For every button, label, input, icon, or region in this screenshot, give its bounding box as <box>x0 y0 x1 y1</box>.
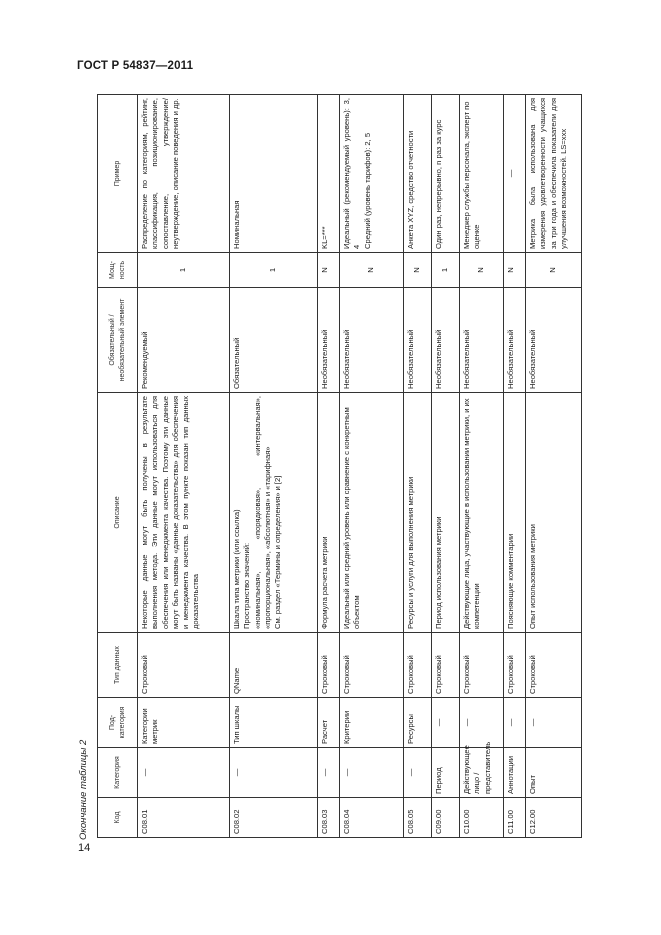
cell-subcategory: — <box>504 698 526 748</box>
table-row <box>318 95 340 838</box>
cell-data-type: Строковый <box>504 633 526 698</box>
example-line: Идеальный (рекомендуемый уровень): 3, 4 <box>342 98 362 249</box>
cell-example: KL=*** <box>318 95 340 253</box>
table-row <box>460 95 504 838</box>
cell-description: Опыт использования метрики <box>526 393 582 633</box>
metrics-table <box>97 94 582 838</box>
cell-category: — <box>230 748 318 798</box>
cell-category: Аннотации <box>504 748 526 798</box>
document-header: ГОСТ Р 54837—2011 <box>77 60 194 72</box>
col-header-example: Пример <box>98 95 138 253</box>
col-header-code: Код <box>98 798 138 838</box>
cell-code: С08.04 <box>340 798 404 838</box>
cell-mandatory: Рекомендуемый <box>138 288 230 393</box>
col-header-mandatory: Обязательный / необязательный элемент <box>98 288 138 393</box>
cell-description: Действующие лица, участвующие в использовании метрики, и их компетенции <box>460 393 504 633</box>
col-header-description: Описание <box>98 393 138 633</box>
cell-power: N <box>404 253 432 288</box>
cell-example <box>340 95 404 253</box>
rotated-table-container <box>97 95 581 838</box>
cell-category: Период <box>432 748 460 798</box>
table-row <box>230 95 318 838</box>
description-line: Шкала типа метрики (или ссылка) <box>232 509 241 629</box>
example-line: Средний (уровень тарифов): 2, 5 <box>362 132 372 249</box>
cell-data-type: Строковый <box>432 633 460 698</box>
cell-mandatory: Необязательный <box>318 288 340 393</box>
cell-mandatory: Необязательный <box>404 288 432 393</box>
cell-mandatory: Необязательный <box>460 288 504 393</box>
cell-mandatory: Необязательный <box>432 288 460 393</box>
cell-power: 1 <box>230 253 318 288</box>
cell-category: Опыт <box>526 748 582 798</box>
cell-subcategory: — <box>526 698 582 748</box>
table-row <box>526 95 582 838</box>
cell-example: Распределение по категориям, рейтинг, классификация, позиционирование, сопоставление, утверждение/неутверждение, описание поведения и др. <box>138 95 230 253</box>
cell-category: — <box>404 748 432 798</box>
cell-code: С08.02 <box>230 798 318 838</box>
cell-description: Идеальный или средний уровень или сравнение с конкретным объектом <box>340 393 404 633</box>
cell-code: С08.01 <box>138 798 230 838</box>
cell-data-type: Строковый <box>340 633 404 698</box>
cell-power: N <box>318 253 340 288</box>
table-row <box>404 95 432 838</box>
table-header-row <box>98 95 138 838</box>
description-line: «номинальная», «порядковая», «интервальная», «пропорциональная», «абсолютная» и «тарифная» <box>252 396 272 629</box>
cell-code: С11.00 <box>504 798 526 838</box>
col-header-power: Мощ-ность <box>98 253 138 288</box>
cell-code: С09.00 <box>432 798 460 838</box>
cell-power: N <box>504 253 526 288</box>
description-line: См. раздел «Термины и определения» и [2] <box>273 475 282 629</box>
cell-subcategory: — <box>460 698 504 748</box>
cell-data-type: Строковый <box>138 633 230 698</box>
cell-data-type: Строковый <box>526 633 582 698</box>
description-line: Пространство значений: <box>242 542 252 629</box>
cell-description: Ресурсы и услуги для выполнения метрики <box>404 393 432 633</box>
table-row <box>504 95 526 838</box>
cell-data-type: QName <box>230 633 318 698</box>
cell-subcategory: Расчет <box>318 698 340 748</box>
cell-mandatory: Необязательный <box>340 288 404 393</box>
cell-code: С12.00 <box>526 798 582 838</box>
cell-subcategory: Категории метрик <box>138 698 230 748</box>
col-header-data-type: Тип данных <box>98 633 138 698</box>
cell-power: N <box>460 253 504 288</box>
cell-power: 1 <box>432 253 460 288</box>
cell-subcategory: Тип шкалы <box>230 698 318 748</box>
cell-data-type: Строковый <box>318 633 340 698</box>
cell-power: 1 <box>138 253 230 288</box>
cell-code: С08.05 <box>404 798 432 838</box>
col-header-category: Категория <box>98 748 138 798</box>
cell-power: N <box>340 253 404 288</box>
table-row <box>138 95 230 838</box>
cell-description <box>230 393 318 633</box>
cell-category: — <box>318 748 340 798</box>
cell-code: С10.00 <box>460 798 504 838</box>
cell-description: Период использования метрики <box>432 393 460 633</box>
cell-subcategory: Ресурсы <box>404 698 432 748</box>
col-header-subcategory: Под-категория <box>98 698 138 748</box>
cell-power: N <box>526 253 582 288</box>
cell-example: Номинальная <box>230 95 318 253</box>
cell-mandatory: Необязательный <box>504 288 526 393</box>
cell-mandatory: Необязательный <box>526 288 582 393</box>
cell-data-type: Строковый <box>404 633 432 698</box>
cell-example: Менеджер службы персонала, эксперт по оценке <box>460 95 504 253</box>
cell-description: Формула расчета метрики <box>318 393 340 633</box>
table-row <box>432 95 460 838</box>
table-caption: Окончание таблицы 2 <box>78 739 89 840</box>
page-number: 14 <box>78 842 91 854</box>
cell-mandatory: Обязательный <box>230 288 318 393</box>
cell-example: Анкета XYZ, средство отчетности <box>404 95 432 253</box>
cell-description: Некоторые данные могут быть получены в результате выполнения метода. Эти данные могут использоваться для обеспечения или менеджмента качества. Поэтому эти данные могут быть названы «данные доказательства» для обеспечения и менеджмента качества. В этом пункте показан тип данных доказательства <box>138 393 230 633</box>
cell-description: Поясняющие комментарии <box>504 393 526 633</box>
cell-example: — <box>504 95 526 253</box>
cell-data-type: Строковый <box>460 633 504 698</box>
cell-category: — <box>340 748 404 798</box>
table-row <box>340 95 404 838</box>
cell-category: Действующее лицо / представитель <box>460 748 504 798</box>
cell-example: Один раз, непрерывно, n раз за курс <box>432 95 460 253</box>
cell-example: Метрика была использована для измерения удовлетворенности учащихся за три года и обеспечила показатели для улучшения возможностей. LS=xxx <box>526 95 582 253</box>
cell-category: — <box>138 748 230 798</box>
cell-subcategory: Критерии <box>340 698 404 748</box>
cell-code: С08.03 <box>318 798 340 838</box>
cell-subcategory: — <box>432 698 460 748</box>
